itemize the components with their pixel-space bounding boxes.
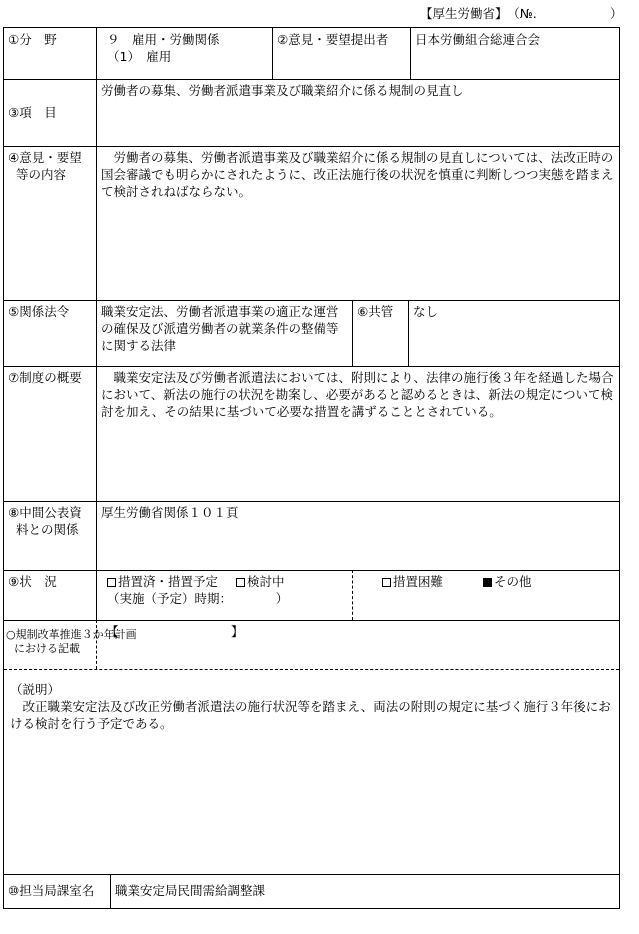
field-line1: ９ 雇用・労働関係 (107, 32, 220, 47)
row-interim (4, 501, 619, 571)
status-divider (352, 570, 353, 620)
overview-label: ⑦制度の概要 (8, 370, 82, 385)
jurisdiction-label: ⑥共管 (352, 300, 408, 366)
explanation-title: （説明） (10, 682, 61, 697)
checkbox-icon (107, 578, 116, 587)
submitter-label: ②意見・要望提出者 (272, 28, 410, 79)
explanation-block (4, 669, 619, 874)
jurisdiction-value: なし (408, 300, 619, 366)
row-overview (4, 366, 619, 502)
row-content (4, 146, 619, 301)
bureau-label: ⑩担当局課室名 (8, 883, 95, 898)
checkbox-icon (236, 578, 245, 587)
interim-value: 厚生労働省関係１０１頁 (96, 501, 619, 570)
row-laws (4, 300, 619, 367)
content-value: 労働者の募集、労働者派遣事業及び職業紹介に係る規制の見直しについては、法改正時の国会審議でも明らかにされたように、改正法施行後の状況を慎重に判断しつつ実態を踏まえて検討されねばならない。 (96, 146, 619, 300)
number-label: （№. (513, 6, 537, 21)
plan-label-line2: における記載 (14, 642, 80, 655)
field-value (96, 28, 272, 79)
item-value: 労働者の募集、労働者派遣事業及び職業紹介に係る規制の見直し (96, 79, 619, 146)
status-opt1-timing: （実施（予定）時期： ） (107, 591, 289, 606)
status-opt4[interactable]: その他 (483, 573, 532, 590)
item-label: ③項 目 (8, 105, 57, 120)
status-opt2[interactable]: 検討中 (236, 574, 285, 589)
plan-label-line1: ○規制改革推進３か年計画 (6, 628, 137, 641)
plan-bracket: 【 】 (106, 624, 244, 639)
field-line2: （1） 雇用 (107, 49, 172, 64)
document-header (420, 4, 630, 22)
laws-value: 職業安定法、労働者派遣事業の適正な運営の確保及び派遣労働者の就業条件の整備等に関する法律 (96, 300, 352, 366)
row-explanation (4, 669, 619, 875)
bureau-value: 職業安定局民間需給調整課 (110, 874, 619, 908)
field-label: ①分 野 (8, 32, 57, 47)
status-opt3[interactable]: 措置困難 (382, 573, 443, 590)
status-opt1[interactable]: 措置済・措置予定 (107, 574, 218, 589)
content-label-line2: 等の内容 (16, 167, 67, 182)
content-label (4, 146, 96, 300)
checkbox-icon (382, 578, 391, 587)
row-field (4, 28, 619, 80)
submitter-value: 日本労働組合総連合会 (410, 28, 619, 79)
number-close: ） (610, 6, 623, 21)
status-label: ⑨状 況 (8, 574, 57, 589)
overview-value: 職業安定法及び労働者派遣法においては、附則により、法律の施行後３年を経過した場合において、新法の施行の状況を勘案し、必要があると認めるときは、新法の規定について検討を加え、その結果に基づいて必要な措置を講ずることとされている。 (96, 366, 619, 501)
plan-label (4, 620, 137, 669)
request-form-table (3, 27, 620, 909)
plan-divider (96, 620, 97, 669)
row-bureau (4, 874, 619, 908)
ministry-label: 【厚生労働省】 (420, 6, 508, 21)
interim-label (4, 501, 96, 570)
explanation-value: 改正職業安定法及び改正労働者派遣法の施行状況等を踏まえ、両法の附則の規定に基づく施行３年後における検討を行う予定である。 (10, 699, 611, 731)
content-label-line1: ④意見・要望 (8, 150, 82, 165)
row-item (4, 79, 619, 147)
row-status (4, 570, 619, 621)
interim-label-line1: ⑧中間公表資 (8, 505, 82, 520)
row-plan (4, 620, 619, 670)
checked-checkbox-icon (483, 578, 492, 587)
status-options (96, 570, 619, 620)
interim-label-line2: 料との関係 (16, 522, 79, 537)
laws-label: ⑤関係法令 (8, 304, 70, 319)
